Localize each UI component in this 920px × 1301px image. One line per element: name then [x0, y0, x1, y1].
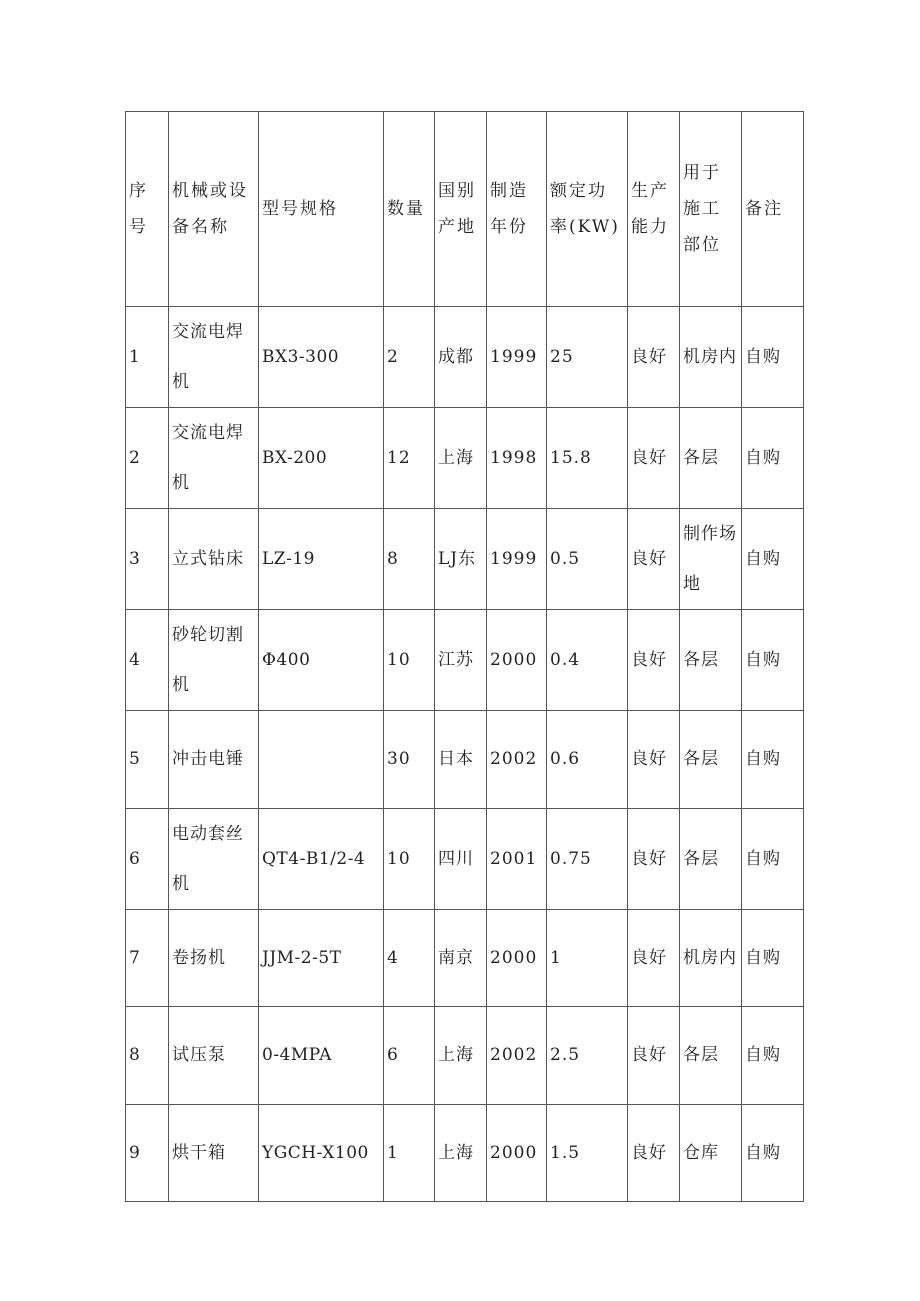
- cell-power: 0.6: [547, 711, 628, 809]
- cell-usage: 各层: [680, 1007, 742, 1105]
- table-row: [126, 1007, 804, 1105]
- cell-usage: 仓库: [680, 1104, 742, 1202]
- cell-seq: 1: [126, 307, 169, 408]
- cell-model: YGCH-X100: [259, 1104, 384, 1202]
- cell-year: 1999: [487, 307, 547, 408]
- cell-origin: 成都: [435, 307, 487, 408]
- cell-capacity: 良好: [628, 307, 680, 408]
- cell-name: 冲击电锤: [169, 711, 259, 809]
- cell-origin: 日本: [435, 711, 487, 809]
- cell-year: 1999: [487, 509, 547, 610]
- cell-qty: 12: [384, 408, 435, 509]
- cell-power: 0.75: [547, 808, 628, 909]
- cell-qty: 30: [384, 711, 435, 809]
- cell-remark: 自购: [742, 909, 804, 1007]
- cell-capacity: 良好: [628, 909, 680, 1007]
- table-row: [126, 610, 804, 711]
- table-row: [126, 408, 804, 509]
- cell-qty: 10: [384, 610, 435, 711]
- cell-year: 2002: [487, 711, 547, 809]
- cell-model: BX-200: [259, 408, 384, 509]
- cell-qty: 2: [384, 307, 435, 408]
- cell-power: 1.5: [547, 1104, 628, 1202]
- cell-seq: 7: [126, 909, 169, 1007]
- cell-model: QT4-B1/2-4: [259, 808, 384, 909]
- cell-power: 25: [547, 307, 628, 408]
- cell-usage: 制作场地: [680, 509, 742, 610]
- cell-origin: 江苏: [435, 610, 487, 711]
- header-origin: 国别产地: [435, 112, 487, 307]
- cell-name: 交流电焊机: [169, 307, 259, 408]
- cell-power: 15.8: [547, 408, 628, 509]
- table-row: [126, 808, 804, 909]
- cell-qty: 4: [384, 909, 435, 1007]
- cell-seq: 2: [126, 408, 169, 509]
- cell-origin: 四川: [435, 808, 487, 909]
- cell-seq: 4: [126, 610, 169, 711]
- cell-usage: 各层: [680, 711, 742, 809]
- cell-qty: 6: [384, 1007, 435, 1105]
- cell-model: Φ400: [259, 610, 384, 711]
- cell-capacity: 良好: [628, 610, 680, 711]
- table-row: [126, 711, 804, 809]
- cell-remark: 自购: [742, 808, 804, 909]
- cell-usage: 各层: [680, 808, 742, 909]
- cell-remark: 自购: [742, 408, 804, 509]
- cell-capacity: 良好: [628, 1007, 680, 1105]
- cell-year: 2001: [487, 808, 547, 909]
- cell-seq: 8: [126, 1007, 169, 1105]
- cell-power: 0.4: [547, 610, 628, 711]
- cell-model: BX3-300: [259, 307, 384, 408]
- cell-name: 立式钻床: [169, 509, 259, 610]
- cell-seq: 9: [126, 1104, 169, 1202]
- cell-name: 电动套丝机: [169, 808, 259, 909]
- cell-power: 0.5: [547, 509, 628, 610]
- cell-model: JJM-2-5T: [259, 909, 384, 1007]
- header-capacity: 生产能力: [628, 112, 680, 307]
- cell-name: 试压泵: [169, 1007, 259, 1105]
- cell-year: 2000: [487, 909, 547, 1007]
- cell-remark: 自购: [742, 307, 804, 408]
- cell-capacity: 良好: [628, 711, 680, 809]
- cell-seq: 6: [126, 808, 169, 909]
- table-row: [126, 909, 804, 1007]
- cell-capacity: 良好: [628, 509, 680, 610]
- cell-remark: 自购: [742, 610, 804, 711]
- cell-year: 2002: [487, 1007, 547, 1105]
- cell-model: [259, 711, 384, 809]
- cell-remark: 自购: [742, 1007, 804, 1105]
- cell-qty: 1: [384, 1104, 435, 1202]
- header-qty: 数量: [384, 112, 435, 307]
- cell-model: LZ-19: [259, 509, 384, 610]
- cell-power: 2.5: [547, 1007, 628, 1105]
- table-header-row: [126, 112, 804, 307]
- table-row: [126, 509, 804, 610]
- header-model: 型号规格: [259, 112, 384, 307]
- header-year: 制造年份: [487, 112, 547, 307]
- header-seq: 序号: [126, 112, 169, 307]
- cell-qty: 10: [384, 808, 435, 909]
- cell-remark: 自购: [742, 509, 804, 610]
- cell-usage: 各层: [680, 610, 742, 711]
- cell-year: 1998: [487, 408, 547, 509]
- cell-name: 烘干箱: [169, 1104, 259, 1202]
- cell-name: 交流电焊机: [169, 408, 259, 509]
- cell-origin: LJ东: [435, 509, 487, 610]
- cell-capacity: 良好: [628, 408, 680, 509]
- cell-seq: 3: [126, 509, 169, 610]
- cell-origin: 上海: [435, 1104, 487, 1202]
- header-power: 额定功率(KW): [547, 112, 628, 307]
- table-row: [126, 1104, 804, 1202]
- table-row: [126, 307, 804, 408]
- cell-name: 卷扬机: [169, 909, 259, 1007]
- cell-year: 2000: [487, 610, 547, 711]
- equipment-table: [125, 111, 804, 1202]
- cell-name: 砂轮切割机: [169, 610, 259, 711]
- cell-origin: 南京: [435, 909, 487, 1007]
- cell-usage: 机房内: [680, 307, 742, 408]
- cell-model: 0-4MPA: [259, 1007, 384, 1105]
- cell-origin: 上海: [435, 408, 487, 509]
- header-usage: 用于施工部位: [680, 112, 742, 307]
- cell-qty: 8: [384, 509, 435, 610]
- cell-usage: 机房内: [680, 909, 742, 1007]
- cell-capacity: 良好: [628, 808, 680, 909]
- header-name: 机械或设备名称: [169, 112, 259, 307]
- cell-year: 2000: [487, 1104, 547, 1202]
- cell-remark: 自购: [742, 711, 804, 809]
- cell-remark: 自购: [742, 1104, 804, 1202]
- cell-origin: 上海: [435, 1007, 487, 1105]
- cell-usage: 各层: [680, 408, 742, 509]
- cell-capacity: 良好: [628, 1104, 680, 1202]
- header-remark: 备注: [742, 112, 804, 307]
- cell-seq: 5: [126, 711, 169, 809]
- cell-power: 1: [547, 909, 628, 1007]
